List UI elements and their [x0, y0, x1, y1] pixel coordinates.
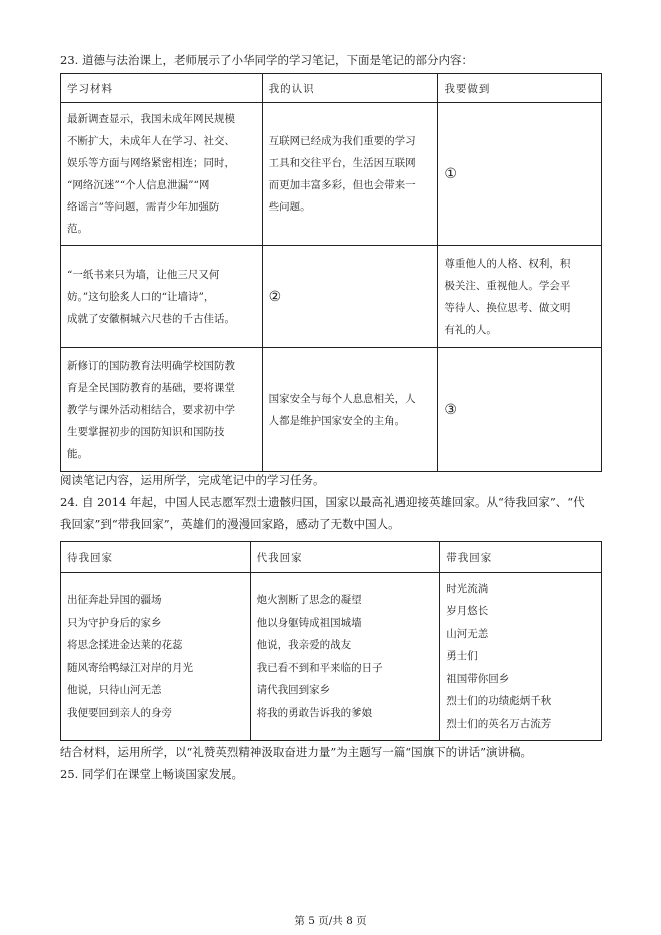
text-line: 生要掌握初步的国防知识和国防技 [67, 425, 225, 438]
text-line: 国家安全与每个人息息相关，人 [268, 392, 416, 405]
poem-line: 请代我回到家乡 [256, 684, 331, 696]
poem-line: 时光流淌 [446, 582, 489, 595]
text-line: 络谣言”等问题，需青少年加强防 [67, 201, 220, 213]
understanding-cell [262, 246, 438, 348]
text-line: 教学与课外活动相结合，要求初中学 [67, 403, 235, 416]
header-on-behalf: 代我回家 [250, 542, 440, 573]
text-line: 育是全民国防教育的基础，要将课堂 [67, 381, 235, 394]
text-line: 范。 [67, 223, 88, 235]
table-header-row [61, 542, 602, 573]
text-line: 尊重他人的人格、权利，积 [444, 257, 571, 270]
text-line: 有礼的人。 [444, 323, 497, 336]
poem-line: 祖国带你回乡 [446, 672, 510, 685]
poem-col-bring-home [440, 573, 602, 741]
poem-line: 勇士们 [446, 650, 478, 663]
poem-line: 烈士们的英名万古流芳 [446, 717, 552, 730]
poem-line: 烈士们的功绩彪炳千秋 [446, 695, 552, 708]
table-row [61, 246, 602, 348]
text-line: 成就了安徽桐城六尺巷的千古佳话。 [67, 312, 235, 325]
action-cell [438, 348, 602, 472]
poem-line: 他说，只待山河无恙 [67, 684, 162, 696]
text-line: 不断扩大，未成年人在学习、社交、 [67, 135, 235, 147]
q24-intro-line2: 我回家”到“带我回家”，英雄们的漫漫回家路，感动了无数中国人。 [60, 517, 400, 531]
material-cell [61, 103, 263, 246]
table-header-row [61, 74, 602, 103]
text-line: 工具和交往平台，生活因互联网 [268, 157, 416, 169]
q23-notes-table [60, 73, 602, 472]
material-cell [61, 348, 263, 472]
text-line: 妨。”这句脍炙人口的“让墙诗”， [67, 290, 215, 303]
poem-line: 将思念揉进金达莱的花蕊 [67, 639, 183, 651]
poem-line: 我已看不到和平来临的日子 [256, 661, 383, 674]
q24-task: 结合材料，运用所学，以“礼赞英烈精神汲取奋进力量”为主题写一篇“国旗下的讲话”演讲稿。 [60, 745, 533, 759]
poem-line: 随风寄给鸭绿江对岸的月光 [67, 661, 193, 674]
poem-line: 岁月悠长 [446, 605, 489, 618]
q23-intro: 23. 道德与法治课上，老师展示了小华同学的学习笔记，下面是笔记的部分内容： [60, 53, 473, 67]
q25-intro: 25. 同学们在课堂上畅谈国家发展。 [60, 767, 243, 781]
poem-col-waiting [61, 573, 251, 741]
header-action: 我要做到 [438, 74, 602, 103]
poem-line: 炮火割断了思念的凝望 [256, 594, 362, 606]
understanding-cell [262, 103, 438, 246]
text-line: 能。 [67, 447, 88, 460]
text-line: 等待人、换位思考、做文明 [444, 301, 571, 314]
text-line: 新修订的国防教育法明确学校国防教 [67, 359, 235, 372]
text-line: “网络沉迷”“个人信息泄漏”“网 [67, 179, 210, 191]
text-line: 而更加丰富多彩，但也会带来一 [268, 179, 416, 191]
poem-line: 只为守护身后的家乡 [67, 616, 162, 629]
q23-task: 阅读笔记内容，运用所学，完成笔记中的学习任务。 [60, 473, 325, 487]
action-cell [438, 103, 602, 246]
text-line: 人都是维护国家安全的主角。 [268, 414, 406, 427]
table-row [61, 573, 602, 741]
material-cell [61, 246, 263, 348]
poem-line: 出征奔赴异国的疆场 [67, 594, 162, 606]
poem-line: 山河无恙 [446, 627, 489, 640]
poem-line: 他说，我亲爱的战友 [256, 639, 352, 651]
understanding-cell [262, 348, 438, 472]
table-row [61, 348, 602, 472]
page-number: 第 5 页/共 8 页 [294, 915, 367, 927]
header-bring-home: 带我回家 [440, 542, 602, 573]
text-line: 互联网已经成为我们重要的学习 [268, 135, 416, 147]
poem-line: 我便要回到亲人的身旁 [67, 706, 172, 719]
poem-line: 将我的勇敢告诉我的爹娘 [256, 706, 373, 719]
blank-marker: ③ [444, 401, 457, 418]
text-line: 些问题。 [268, 201, 311, 213]
header-understanding: 我的认识 [262, 74, 438, 103]
text-line: 娱乐等方面与网络紧密相连；同时， [67, 157, 235, 169]
text-line: 最新调查显示，我国未成年网民规模 [67, 113, 235, 125]
table-row [61, 103, 602, 246]
header-material: 学习材料 [61, 74, 263, 103]
blank-marker: ② [268, 288, 282, 305]
q24-poem-table [60, 541, 602, 741]
header-waiting: 待我回家 [61, 542, 251, 573]
action-cell [438, 246, 602, 348]
poem-line: 他以身躯铸成祖国城墙 [256, 616, 362, 629]
poem-col-on-behalf [250, 573, 440, 741]
text-line: “一纸书来只为墙，让他三尺又何 [67, 268, 220, 281]
text-line: 极关注、重视他人。学会平 [444, 279, 571, 292]
q24-intro-line1: 24. 自 2014 年起，中国人民志愿军烈士遗骸归国，国家以最高礼遇迎接英雄回家。从“待我回家”、“代 [60, 495, 585, 509]
blank-marker: ① [444, 166, 457, 182]
